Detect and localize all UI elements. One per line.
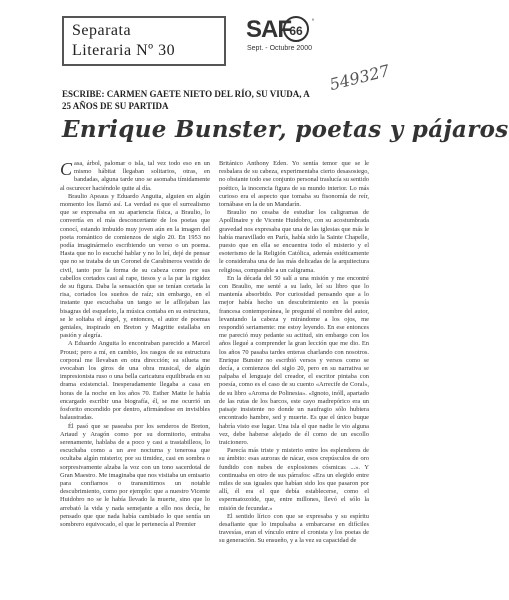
paragraph: Braulio Apeaus y Eduardo Anguita, alguien en algún momento los llamó así. La verdad es que el surrealismo que se expresaba en su apariencia física, a Braulio, lo convertía en el más desconcertante de los poetas que conocí, estando imbuido muy joven aún en la imagen del poeta romántico de comienzos de siglo 20. En 1953 no podía imaginármelo escribiendo un verso o un poema. Hasta que no lo escuché hablar y no lo leí, dejé de pensar que no se trataba de un Coronel de Carabineros vestido de civil, tanto por la forma de su cabeza como por sus cabellos cortados casi al rape, tiesos y a la par la rigidez de su figura. Daba la sensación que se tenían cortada la risa, cortados los sueños de raíz; sin embargo, en el instante que escuchaba un tango se le afllojaban las bisagras del esqueleto, la música contaba en su estructura, se le soltaba el ángel, y, entonces, el autor de poemas geniales, inspirado en Breton y Magritte estallaba en pasión y alegría. [60,192,210,340]
article-right-column [219,160,369,546]
section-header-box [62,16,226,66]
article-kicker: ESCRIBE: CARMEN GAETE NIETO DEL RÍO, SU VIUDA, A 25 AÑOS DE SU PARTIDA [62,89,310,111]
section-title: Separata [72,22,132,39]
section-subtitle: Literaria Nº 30 [72,42,176,59]
paragraph: A Eduardo Anguita lo encontraban parecido a Marcel Proust; pero a mí, en cambio, los rasgos de su estructura corporal me llevaban en otra dirección; su silueta me evocaban los giros de una obra musical, de algún impresionista ruso o una bella caricatura equilibrada en su drama existencial. Inesperadamente llegaba a casa en horas de la noche en los años 70. Esther Matte le había encargado escribir una biografía, él, se me ocurrió un fosforito encendido por dentro, afirmándose en invisibles balaustradas. [60,340,210,422]
paragraph: Braulio no cesaba de estudiar los caligramas de Apollinaire y de Vicente Huidobro, con su acostumbrada gravedad nos expresaba que una de las iglesias que más le había maravillado en París, había sido la Sainte Chapelle, puesto que en ella se encuentra todo el misterio y el esoterismo de la Religión Católica, además estéticamente le consideraba una de las más delicadas de la arquitectura religiosa, comparable a un caligrama. [219,209,369,274]
issue-date: Sept. - Octubre 2000 [247,45,312,52]
paragraph [60,160,210,193]
paragraph: Parecía más triste y misterio entre los esplendores de su ámbito: esas auroras de nácar, esos crepúsculos de oro fundido con nubes de explosiones cósmicas ...». Y continuaba en otro de sus párrafos: «Era un elegido entre miles de sus iguales que habían sido los que pasaron por allí, él era el que debía establecerse, como el espermatozoide, que, entre millones, llevó el sólo la misión de fecundar.» [219,447,369,512]
logo-issue-number: 66 [283,16,309,42]
paragraph: Él pasó que se paseaba por los senderos de Breton, Artaud y Aragón como por su dormitorio, entraba serenamente, hablaba de a poco y casi a trastabilleos, lo escuchaba como a un ave nocturna y tenerosa que ocultaba algún misterio; por su timidez, casi en sombra o sorpresivamente alzaba la voz con un tono sacerdotal de Gran Maestro. Me imaginaba que nos visitaba un emisario para confiarnos o transmitirnos un notable descubrimiento, como por ejemplo: que a nuestro Vicente Huidobro no se le había llevado la muerte, sino que lo arrebató la vida y nada semejante a ello nos decía, he pensado que que nada había cambiado lo que sentía un sombrero equivocado, el que le pertenecía al Premier [60,422,210,528]
paragraph-text: asa, árbol, palomar o isla, tal vez todo eso en un mismo hábitat llegaban solitarios, otras, en bandadas, alguna tarde uno se asomaba tímidamente al oscurecer haciéndole quite al día. [60,160,210,192]
drop-cap: C [60,159,73,179]
paragraph: Británico Anthony Eden. Yo sentía temor que se le resbalara de su cabeza, experimentaba cierto desasosiego, no obstante todo ese conjunto personal traslucía su sentido poético, la inocencia figura de su mundo interior. Lo más curioso era el aspecto que tomaba su fisonomía de reír, tornábase en la de un Mandarín. [219,160,369,209]
paragraph: El sentido lírico con que se expresaba y su espíritu desafiante que lo impulsaba a embarcarse en difíciles travesías, eran el vínculo entre el cronista y los poetas de su generación. Su ensueño, y a la vez su capacidad de [219,512,369,545]
article-headline: Enrique Bunster, poetas y pájaros [62,116,509,143]
handwritten-catalog-number: 549327 [327,60,392,95]
logo-superscript: ª [312,18,314,24]
logo-saf: SAF [246,16,291,43]
article-left-column [60,160,210,529]
paragraph: En la década del 50 salí a una misión y me encontré con Braulio, me senté a su lado, leí su libro que lo mantenía absorbido. Por curiosidad pensando que a lo mejor había hecho un descubrimiento en la poesía francesa contemporánea, le pregunté el nombre del autor, levantando la cabeza y mirándome a los ojos, me respondió seriamente: me estoy leyendo. En ese entonces me pareció muy pedante su actitud, sin embargo con los años llegué a comprender la gran lección que me dio. En los años 70 pasaba tardes enteras charlando con nosotros. Enrique Bunster no escribió versos y versos como se decía, a comienzos del siglo 20, pero en su narrativa se palpaba el lenguaje del creador, el escritor pintaba con poesía, como es el caso de su cuento «Arrecife de Coral», de su libro «Aroma de Polinesia». «Ignoto, inóll, apartado de las rutas de los barcos, este cayo madrepórico era un paisaje insistente no donde un naufragio sólo hubiera encontrado hambre, sed y muerte. Es que el único buque habría visto ese lugar. Una isla el que nadie le vio alguna vez, debe haberse alejado de él como de un escollo traicionero. [219,274,369,446]
